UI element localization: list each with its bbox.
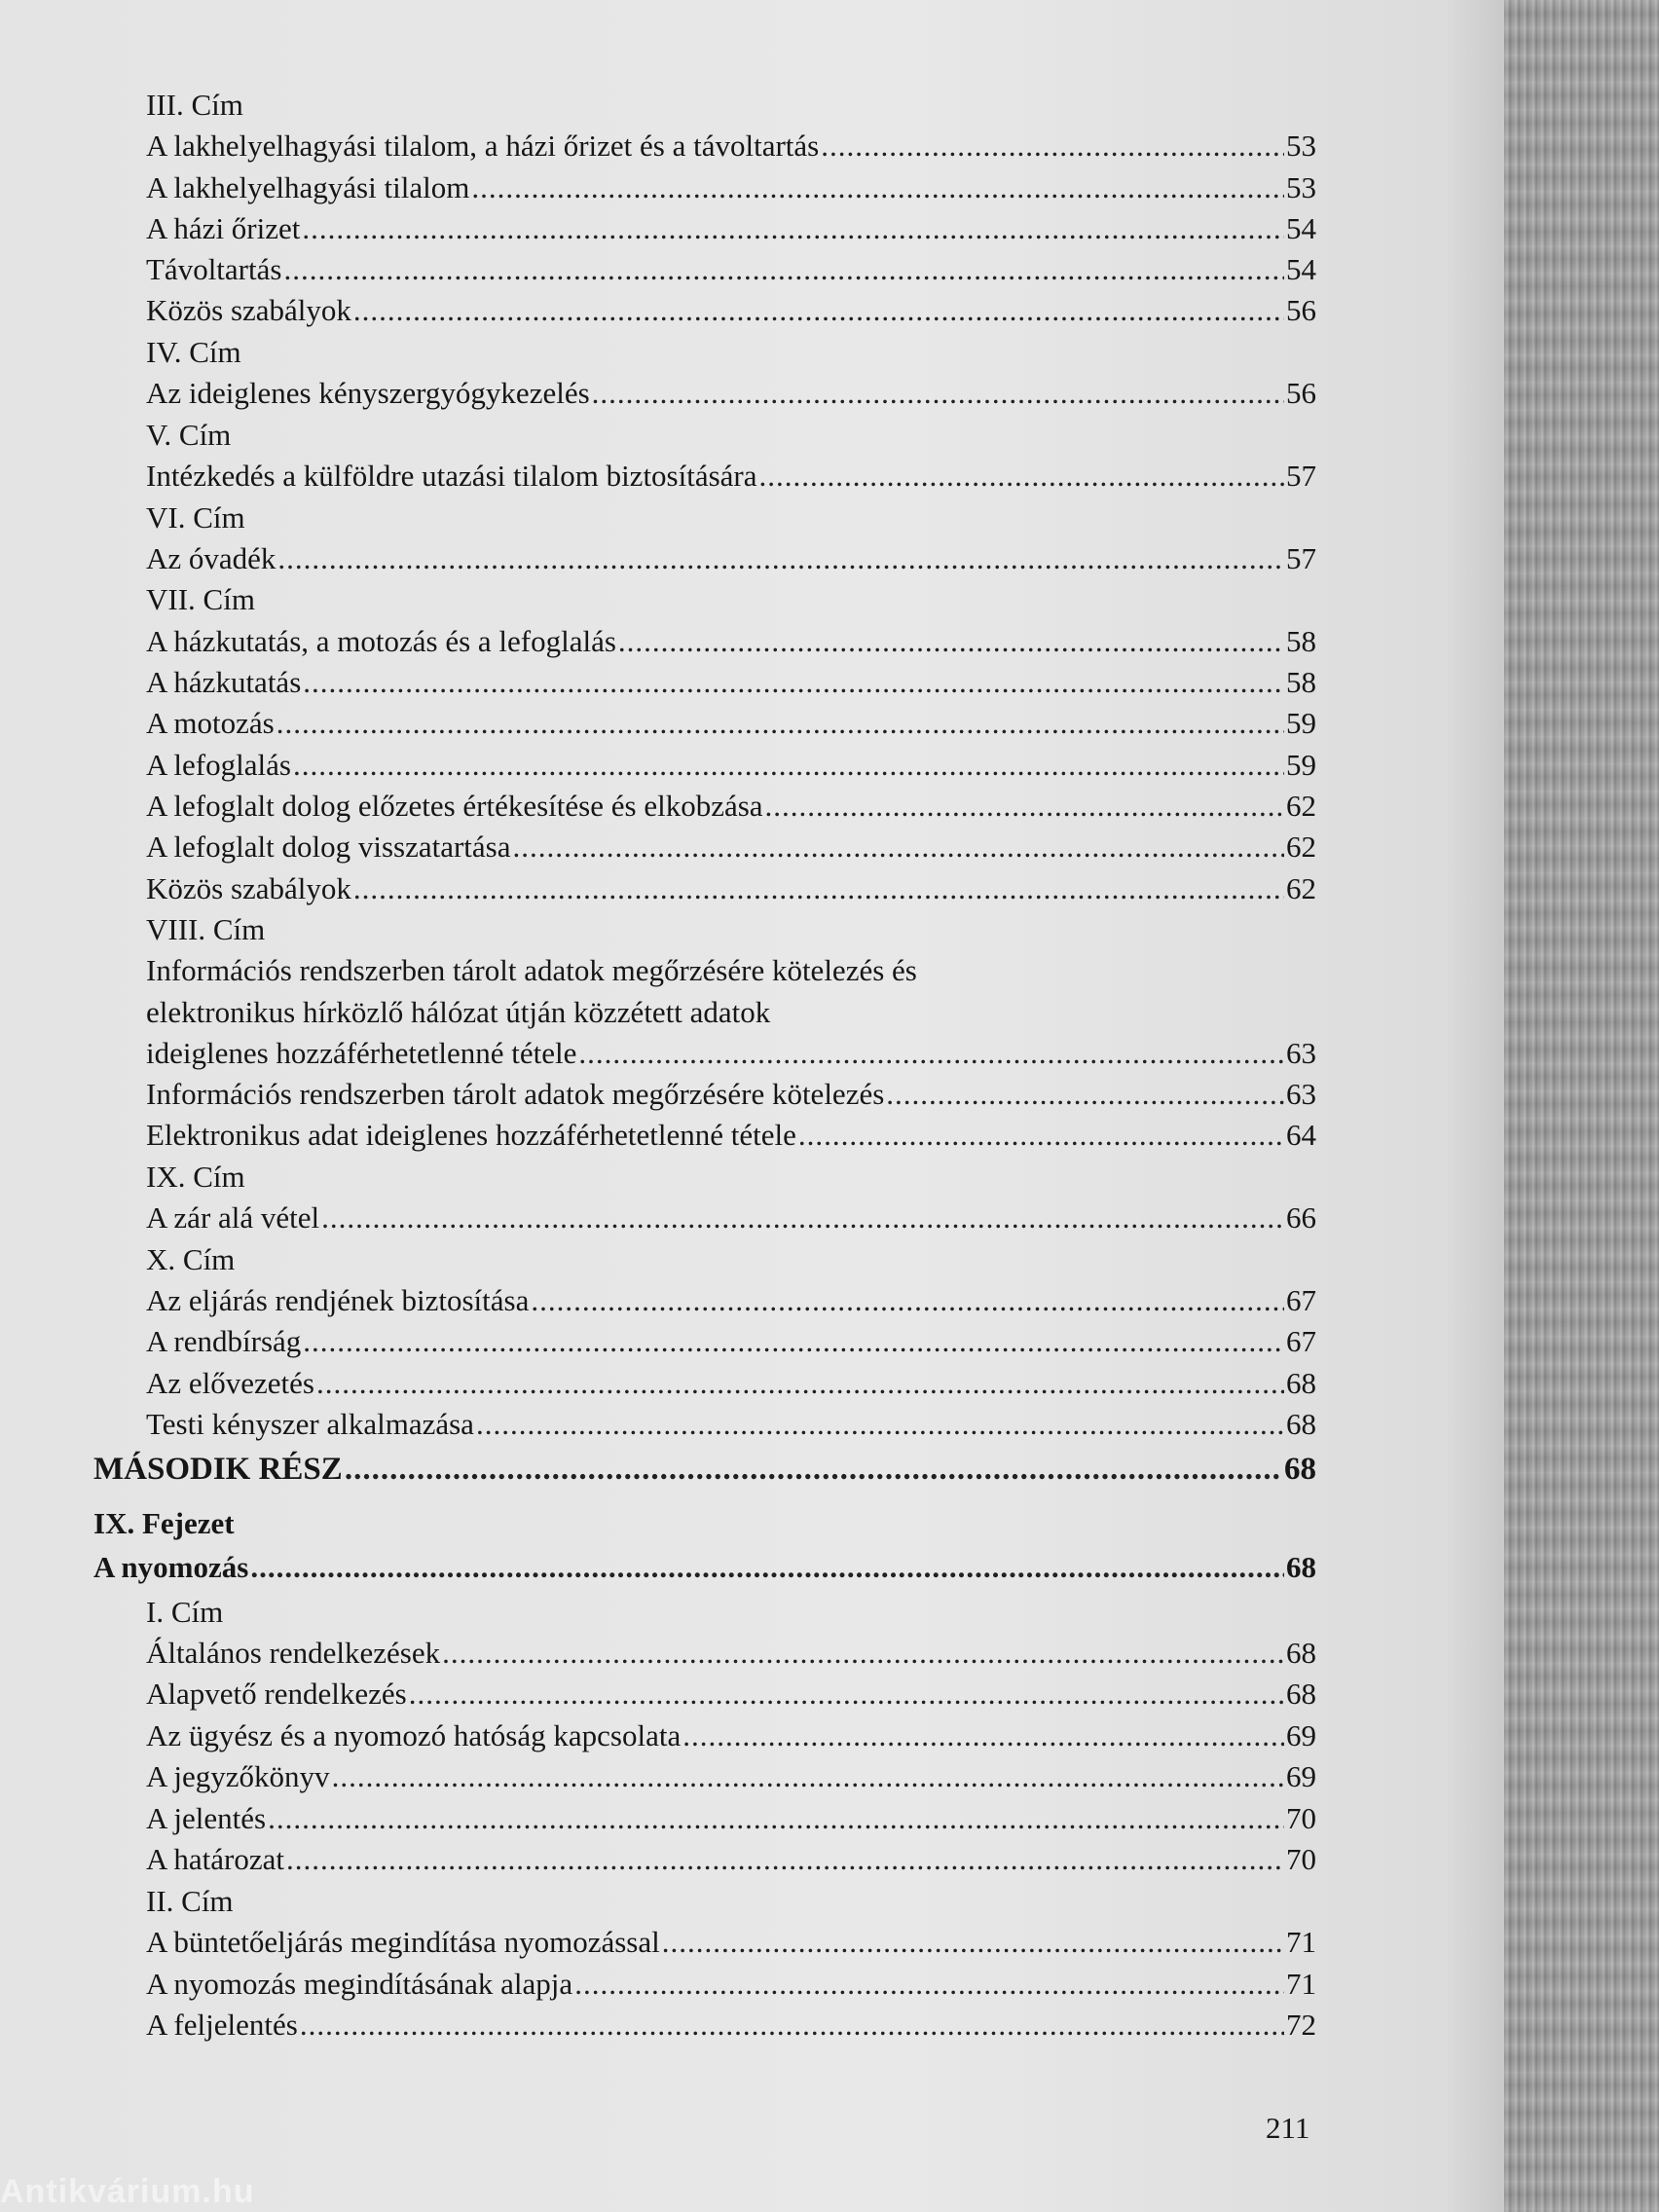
dot-leader <box>277 539 1284 578</box>
toc-entry[interactable] <box>146 1281 1316 1320</box>
toc-entry-title: Az ideiglenes kényszergyógykezelés <box>146 376 590 410</box>
toc-section-heading: Információs rendszerben tárolt adatok megőrzésére kötelezés és <box>146 953 917 987</box>
toc-part-entry[interactable] <box>93 1450 1316 1489</box>
toc-page-number: 59 <box>1286 748 1316 782</box>
dot-leader <box>682 1716 1284 1755</box>
toc-entry-title: A feljelentés <box>146 2008 298 2042</box>
toc-entry-title: A lefoglalt dolog előzetes értékesítése és elkobzása <box>146 789 763 823</box>
toc-entry[interactable] <box>146 127 1316 166</box>
toc-section-heading: II. Cím <box>146 1884 234 1918</box>
toc-page-number: 58 <box>1286 624 1316 658</box>
page-number: 211 <box>1266 2111 1310 2145</box>
dot-leader <box>531 1281 1284 1320</box>
toc-entry-title: Testi kényszer alkalmazása <box>146 1407 474 1441</box>
toc-entry-title: A lakhelyelhagyási tilalom <box>146 170 470 204</box>
dot-leader <box>293 746 1284 785</box>
dot-leader <box>765 787 1284 826</box>
toc-page-number: 67 <box>1286 1283 1316 1317</box>
toc-entry[interactable] <box>146 291 1316 330</box>
toc-page-number: 56 <box>1286 293 1316 327</box>
dot-leader <box>409 1675 1284 1714</box>
toc-page-number: 64 <box>1286 1118 1316 1152</box>
dot-leader <box>286 1840 1284 1879</box>
toc-page-number: 68 <box>1286 1677 1316 1711</box>
toc-entry-title: Intézkedés a külföldre utazási tilalom biztosítására <box>146 459 757 493</box>
toc-page-number: 71 <box>1286 1925 1316 1959</box>
toc-entry[interactable] <box>146 622 1316 661</box>
dot-leader <box>316 1364 1284 1403</box>
toc-entry[interactable] <box>146 1405 1316 1444</box>
toc-page-number: 57 <box>1286 541 1316 575</box>
toc-entry[interactable] <box>146 704 1316 743</box>
toc-entry-title: Az eljárás rendjének biztosítása <box>146 1283 530 1317</box>
toc-section-heading: I. Cím <box>146 1595 224 1629</box>
toc-entry-title: Információs rendszerben tárolt adatok megőrzésére kötelezés <box>146 1077 885 1111</box>
toc-page-number: 56 <box>1286 376 1316 410</box>
toc-page-number: 68 <box>1286 1636 1316 1670</box>
toc-entry-title: A házkutatás, a motozás és a lefoglalás <box>146 624 616 658</box>
toc-page-number: 68 <box>1286 1407 1316 1441</box>
toc-page-number: 57 <box>1286 459 1316 493</box>
toc-entry[interactable] <box>146 1198 1316 1237</box>
toc-section-heading: elektronikus hírközlő hálózat útján közzétett adatok <box>146 995 771 1029</box>
toc-section-heading: VIII. Cím <box>146 912 266 946</box>
toc-page-number: 68 <box>1284 1452 1316 1487</box>
toc-entry[interactable] <box>146 1799 1316 1838</box>
toc-entry[interactable] <box>146 1965 1316 2004</box>
toc-page-number: 62 <box>1286 830 1316 864</box>
toc-entry-title: A jelentés <box>146 1801 267 1835</box>
toc-entry[interactable] <box>146 1923 1316 1962</box>
toc-page-number: 70 <box>1286 1842 1316 1876</box>
dot-leader <box>303 1322 1284 1361</box>
dot-leader <box>302 209 1284 248</box>
dot-leader <box>798 1116 1284 1155</box>
toc-entry-title: A lefoglalt dolog visszatartása <box>146 830 511 864</box>
toc-entry-title: Közös szabályok <box>146 293 351 327</box>
toc-entry-title: A lefoglalás <box>146 748 291 782</box>
toc-entry-title: A büntetőeljárás megindítása nyomozással <box>146 1925 660 1959</box>
dot-leader <box>283 250 1284 289</box>
toc-section-heading: VII. Cím <box>146 582 255 616</box>
toc-entry[interactable] <box>146 1757 1316 1796</box>
toc-page-number: 72 <box>1286 2008 1316 2042</box>
toc-entry[interactable] <box>146 209 1316 248</box>
toc-chapter-heading: IX. Fejezet <box>93 1506 235 1540</box>
toc-entry[interactable] <box>146 2006 1316 2045</box>
toc-section-heading: IX. Cím <box>146 1160 245 1194</box>
toc-entry[interactable] <box>146 1716 1316 1755</box>
toc-page-number: 70 <box>1286 1801 1316 1835</box>
toc-entry-title: A határozat <box>146 1842 285 1876</box>
toc-entry-title: Az elővezetés <box>146 1366 314 1400</box>
toc-entry-title: Távoltartás <box>146 252 282 286</box>
dot-leader <box>353 869 1284 908</box>
toc-entry-title: A házi őrizet <box>146 211 301 245</box>
toc-section-heading: III. Cím <box>146 88 243 122</box>
toc-entry-title: Közös szabályok <box>146 871 351 905</box>
toc-page-number: 53 <box>1286 170 1316 204</box>
toc-page-number: 69 <box>1286 1759 1316 1793</box>
toc-page-number: 59 <box>1286 706 1316 740</box>
dot-leader <box>332 1757 1284 1796</box>
dot-leader <box>303 663 1284 702</box>
toc-entry-title: A jegyzőkönyv <box>146 1759 330 1793</box>
toc-page-number: 68 <box>1286 1550 1316 1584</box>
toc-entry-title: Elektronikus adat ideiglenes hozzáférhetetlenné tétele <box>146 1118 796 1152</box>
toc-page-number: 71 <box>1286 1967 1316 2001</box>
dot-leader <box>268 1799 1284 1838</box>
dot-leader <box>662 1923 1284 1962</box>
dot-leader <box>442 1634 1284 1673</box>
dot-leader <box>321 1198 1284 1237</box>
toc-entry[interactable] <box>146 663 1316 702</box>
dot-leader <box>574 1965 1284 2004</box>
dot-leader <box>345 1450 1282 1489</box>
dot-leader <box>512 828 1284 866</box>
toc-entry[interactable] <box>146 746 1316 785</box>
toc-entry-title: A lakhelyelhagyási tilalom, a házi őrizet és a távoltartás <box>146 129 820 163</box>
toc-page-number: 67 <box>1286 1324 1316 1358</box>
toc-entry[interactable] <box>146 457 1316 496</box>
toc-entry-title: ideiglenes hozzáférhetetlenné tétele <box>146 1036 577 1070</box>
dot-leader <box>471 168 1284 207</box>
toc-entry[interactable] <box>146 1075 1316 1114</box>
toc-entry[interactable] <box>146 828 1316 866</box>
toc-chapter-entry[interactable] <box>93 1548 1316 1587</box>
toc-entry-title: Az óvadék <box>146 541 276 575</box>
toc-entry-title: A nyomozás megindításának alapja <box>146 1967 573 2001</box>
dot-leader <box>578 1034 1284 1073</box>
toc-entry-title: Az ügyész és a nyomozó hatóság kapcsolata <box>146 1718 682 1752</box>
dot-leader <box>276 704 1284 743</box>
page-stack-edge <box>1504 0 1659 2212</box>
toc-section-heading: VI. Cím <box>146 500 245 535</box>
toc-entry-title: A házkutatás <box>146 665 302 699</box>
toc-entry[interactable] <box>146 787 1316 826</box>
toc-entry-title: A rendbírság <box>146 1324 302 1358</box>
dot-leader <box>353 291 1284 330</box>
toc-entry-title: A zár alá vétel <box>146 1200 320 1235</box>
dot-leader <box>759 457 1284 496</box>
toc-entry[interactable] <box>146 1034 1316 1073</box>
toc-entry[interactable] <box>146 1364 1316 1403</box>
toc-entry-title: A nyomozás <box>93 1550 249 1584</box>
toc-entry-title: A motozás <box>146 706 275 740</box>
toc-page-number: 63 <box>1286 1036 1316 1070</box>
toc-section-heading: X. Cím <box>146 1242 236 1276</box>
toc-page-number: 58 <box>1286 665 1316 699</box>
toc-page-number: 69 <box>1286 1718 1316 1752</box>
dot-leader <box>592 374 1284 413</box>
dot-leader <box>886 1075 1284 1114</box>
toc-entry[interactable] <box>146 1675 1316 1714</box>
toc-page-number: 53 <box>1286 129 1316 163</box>
toc-entry[interactable] <box>146 1116 1316 1155</box>
toc-entry[interactable] <box>146 168 1316 207</box>
toc-page-number: 62 <box>1286 871 1316 905</box>
toc-entry[interactable] <box>146 869 1316 908</box>
toc-page-number: 54 <box>1286 252 1316 286</box>
toc-entry[interactable] <box>146 1322 1316 1361</box>
toc-entry[interactable] <box>146 1634 1316 1673</box>
dot-leader <box>618 622 1284 661</box>
toc-page-number: 63 <box>1286 1077 1316 1111</box>
toc-entry-title: MÁSODIK RÉSZ <box>93 1452 343 1487</box>
dot-leader <box>300 2006 1284 2045</box>
toc-page-number: 54 <box>1286 211 1316 245</box>
dot-leader <box>250 1548 1284 1587</box>
toc-section-heading: V. Cím <box>146 418 232 452</box>
toc-entry[interactable] <box>146 1840 1316 1879</box>
toc-entry[interactable] <box>146 374 1316 413</box>
toc-entry-title: Általános rendelkezések <box>146 1636 441 1670</box>
dot-leader <box>821 127 1284 166</box>
toc-section-heading: IV. Cím <box>146 335 241 369</box>
toc-page-number: 66 <box>1286 1200 1316 1235</box>
toc-entry[interactable] <box>146 250 1316 289</box>
dot-leader <box>476 1405 1284 1444</box>
watermark: Antikvárium.hu <box>0 2173 255 2210</box>
toc-entry-title: Alapvető rendelkezés <box>146 1677 407 1711</box>
toc-page-number: 62 <box>1286 789 1316 823</box>
toc-entry[interactable] <box>146 539 1316 578</box>
toc-page-number: 68 <box>1286 1366 1316 1400</box>
